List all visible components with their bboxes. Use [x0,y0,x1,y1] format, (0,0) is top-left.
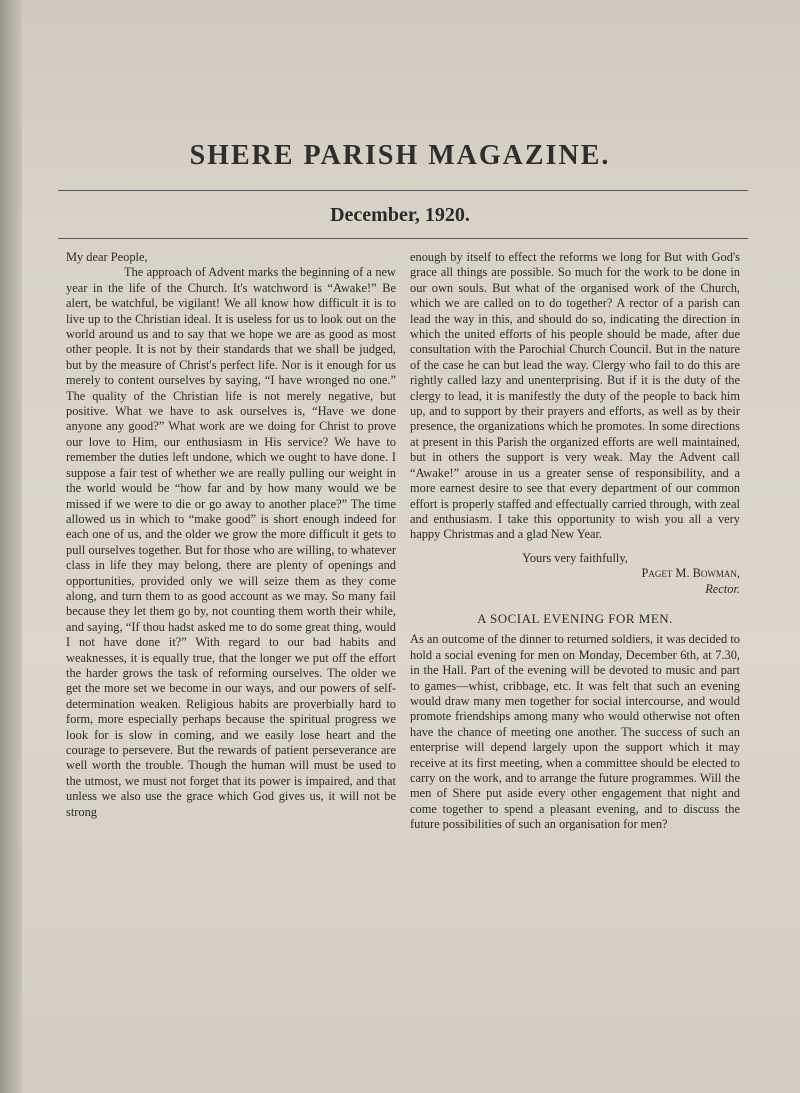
section-body: As an outcome of the dinner to returned soldiers, it was decided to hold a social evening for men on Monday, December 6th, at 7.30, in the Hall. Part of the evening will be devoted to music and part to games—whist, cribbage, etc. It was felt that such an evening would draw many men together for social intercourse, and would promote friendships among many who would otherwise not often have the chance of meeting one another. The success of such an enterprise will depend largely upon the support which it may receive at its first meeting, when a committee should be elected to carry on the work, and to arrange the future programmes. Will the men of Shere put aside every other engagement that night and come together to spend a pleasant evening, and to discuss the future possibilities of such an organisation for men? [410,632,740,832]
letter-closing: Yours very faithfully, [522,550,628,565]
letter-body-right: enough by itself to effect the reforms we long for But with God's grace all things are possible. So much for the work to be done in our own souls. But what of the organised work of the Church, which we are called on to do together? A rector of a parish can lead the way in this, and should do so, indicating the direction in which the united efforts of his people should be made, after due consultation with the Parochial Church Council. But in the nature of the case he can but lead the way. Clergy who fail to do this are rightly called lazy and unenterprising. But if it is the duty of the clergy to lead, it is manifestly the duty of the people to back him up, and to support by their prayers and efforts, as well as by their presence, the organizations which he promotes. In some directions at present in this Parish the organized efforts are well maintained, but in others the support is very weak. May the Advent call “Awake!” arouse in us a greater sense of responsibility, and a more earnest desire to see that every department of our common effort is properly staffed and effectually carried through, with zeal and enthusiasm. I take this opportunity to wish you all a very happy Christmas and a glad New Year. [410,250,740,542]
letter-signature: Paget M. Bowman, [641,566,740,581]
letter-role: Rector. [705,581,740,596]
title-rule-bottom [58,238,748,239]
section-heading: A SOCIAL EVENING FOR MEN. [477,610,673,626]
letter-salutation: My dear People, [66,250,148,264]
issue-date: December, 1920. [330,204,470,226]
right-column [410,250,740,833]
left-column [66,250,396,820]
letter-body-left: The approach of Advent marks the beginning of a new year in the life of the Church. It's watchword is “Awake!” Be alert, be watchful, be vigilant! We all know how difficult it is to live up to the Christian ideal. It is useless for us to look out on the world around us and to say that we hope we are as good as most other people. It is not by their standards that we shall be judged, but by the measure of Christ's perfect life. Nor is it enough for us merely to content ourselves by saying, “I have wronged no one.” The quality of the Christian life is not merely negative, but positive. What we have to ask ourselves is, “Have we done anyone any good?” What work are we doing for Christ to prove our love to Him, our enthusiasm in His service? We have to remember the duties left undone, which we ought to have done. I suppose a fair test of whether we are really pulling our weight in the world would be “how far and by how many would we be missed if we were to die or go away to another place?” The time allowed us in which to “make good” is short enough indeed for each one of us, and the older we grow the more difficult it gets to pull ourselves together. But for those who are willing, to whatever class in life they may belong, there are plenty of openings and opportunities, provided only we will seize them as they come along, and turn them to as good account as we may. So many fail because they let them go by, not counting them worth their while, and saying, “If thou hadst asked me to do some great thing, would I not have done it?” With regard to our bad habits and weaknesses, it is equally true, that the longer we put off the effort the harder grows the task of reforming ourselves. The older we get the more set we become in our ways, and our powers of self-determination weaken. Religious habits are proverbially hard to form, more especially perhaps because the spiritual progress we look for is slow in coming, and we easily lose heart and the courage to persevere. But the rewards of patient perseverance are well worth the trouble. Though the human will must be used to the utmost, we must not forget that its power is impaired, and that unless we also use the grace which God gives us, it will not be strong [66,265,396,819]
magazine-title: SHERE PARISH MAGAZINE. [189,140,611,171]
title-rule-top [58,190,748,191]
letter-signoff [410,551,740,597]
